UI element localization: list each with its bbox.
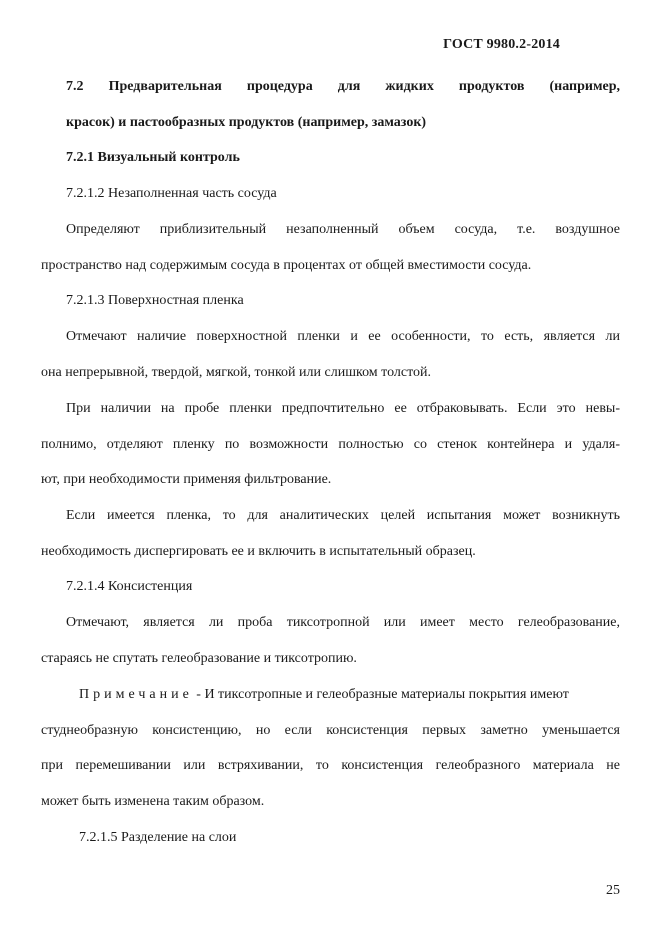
note-text: - И тиксотропные и гелеобразные материалы покрытия имеют xyxy=(192,687,569,702)
note-label: Примечание xyxy=(79,687,193,702)
clause-title-7-2-1-5: 7.2.1.5 Разделение на слои xyxy=(79,830,237,845)
section-heading-line-1: 7.2 Предварительная процедура для жидких продуктов (например, xyxy=(66,79,620,94)
paragraph-line: Определяют приблизительный незаполненный объем сосуда, т.е. воздушное xyxy=(66,222,620,237)
paragraph-line: необходимость диспергировать ее и включить в испытательный образец. xyxy=(41,544,476,559)
section-heading-line-2: красок) и пастообразных продуктов (например, замазок) xyxy=(66,115,427,130)
note-line-1 xyxy=(79,686,620,704)
clause-title-7-2-1-2: 7.2.1.2 Незаполненная часть сосуда xyxy=(66,186,277,201)
clause-title-7-2-1-3: 7.2.1.3 Поверхностная пленка xyxy=(66,293,244,308)
paragraph-line: стараясь не спутать гелеобразование и тиксотропию. xyxy=(41,651,357,666)
standard-code: ГОСТ 9980.2-2014 xyxy=(443,37,560,52)
paragraph-line: она непрерывной, твердой, мягкой, тонкой или слишком толстой. xyxy=(41,365,432,380)
clause-title-7-2-1-4: 7.2.1.4 Консистенция xyxy=(66,579,193,594)
note-line: может быть изменена таким образом. xyxy=(41,794,265,809)
paragraph-line: При наличии на пробе пленки предпочтительно ее отбраковывать. Если это невы- xyxy=(66,401,620,416)
paragraph-line: ют, при необходимости применяя фильтрование. xyxy=(41,472,332,487)
paragraph-line: Отмечают, является ли проба тиксотропной или имеет место гелеобразование, xyxy=(66,615,620,630)
note-line: студнеобразную консистенцию, но если консистенция первых заметно уменьшается xyxy=(41,723,620,738)
paragraph-line: Если имеется пленка, то для аналитических целей испытания может возникнуть xyxy=(66,508,620,523)
subsection-heading: 7.2.1 Визуальный контроль xyxy=(66,150,240,165)
note-line: при перемешивании или встряхивании, то консистенция гелеобразного материала не xyxy=(41,758,620,773)
page-number: 25 xyxy=(606,883,620,898)
paragraph-line: пространство над содержимым сосуда в процентах от общей вместимости сосуда. xyxy=(41,258,532,273)
paragraph-line: полнимо, отделяют пленку по возможности полностью со стенок контейнера и удаля- xyxy=(41,437,620,452)
paragraph-line: Отмечают наличие поверхностной пленки и ее особенности, то есть, является ли xyxy=(66,329,620,344)
